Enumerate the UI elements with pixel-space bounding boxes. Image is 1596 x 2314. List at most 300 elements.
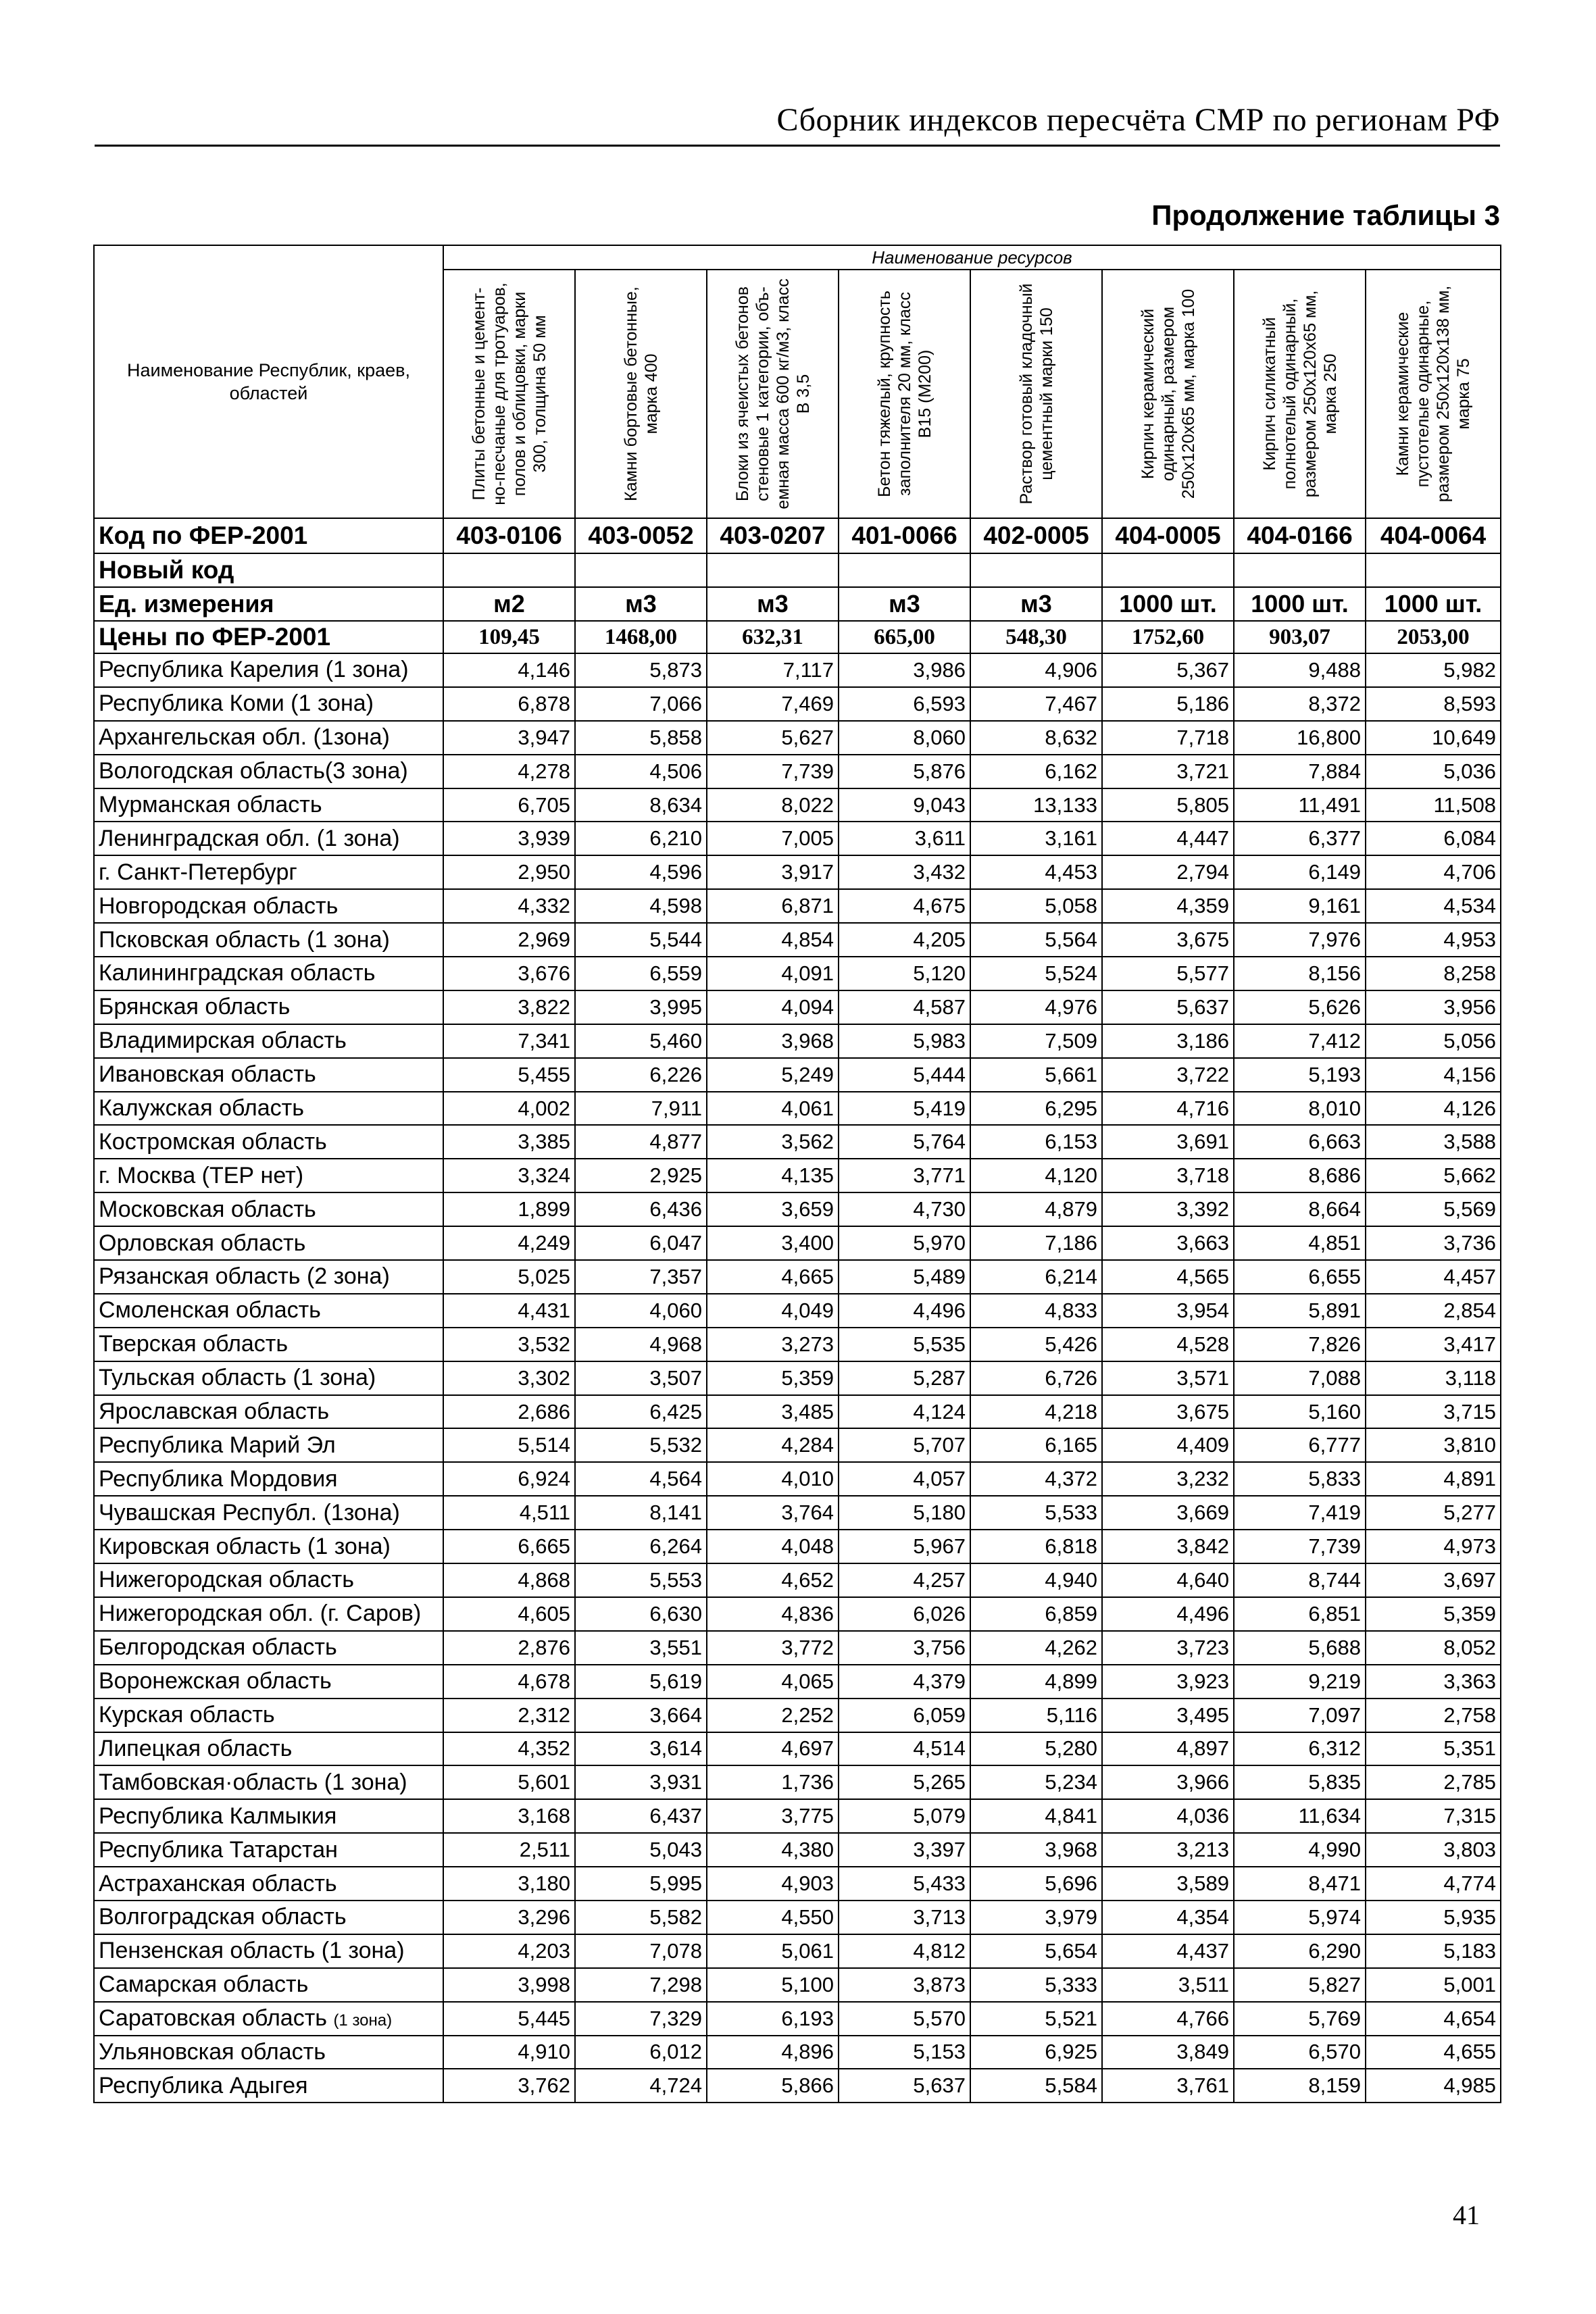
region-name-text: Белгородская область (99, 1634, 337, 1661)
index-value: 8,141 (575, 1496, 707, 1530)
region-name (94, 1058, 443, 1092)
index-value: 3,691 (1102, 1125, 1234, 1159)
index-value: 4,990 (1234, 1833, 1366, 1867)
index-value: 6,165 (970, 1428, 1102, 1462)
index-value: 5,544 (575, 923, 707, 957)
table-row (94, 1192, 1501, 1226)
index-value: 3,273 (707, 1328, 839, 1361)
region-name (94, 721, 443, 755)
region-name (94, 653, 443, 687)
fer-code-row (94, 518, 1501, 553)
index-value: 3,968 (707, 1024, 839, 1058)
index-value: 6,214 (970, 1260, 1102, 1294)
index-value: 8,060 (839, 721, 970, 755)
index-value: 3,968 (970, 1833, 1102, 1867)
table-row (94, 2002, 1501, 2036)
index-value: 4,010 (707, 1462, 839, 1496)
index-value: 5,974 (1234, 1901, 1366, 1934)
index-value: 4,697 (707, 1732, 839, 1766)
region-name (94, 1462, 443, 1496)
index-value: 8,686 (1234, 1159, 1366, 1192)
index-value: 5,858 (575, 721, 707, 755)
index-value: 4,730 (839, 1192, 970, 1226)
region-name-text: Республика Адыгея (99, 2072, 308, 2098)
index-value: 7,078 (575, 1934, 707, 1968)
index-value: 7,298 (575, 1968, 707, 2002)
index-value: 3,551 (575, 1631, 707, 1665)
index-value: 7,739 (707, 755, 839, 788)
table-continuation-title: Продолжение таблицы 3 (1151, 199, 1500, 231)
index-value: 7,509 (970, 1024, 1102, 1058)
index-value: 7,088 (1234, 1361, 1366, 1395)
index-value: 7,186 (970, 1226, 1102, 1260)
index-value: 5,533 (970, 1496, 1102, 1530)
index-value: 4,833 (970, 1294, 1102, 1328)
region-name-text: Новгородская область (99, 892, 339, 919)
region-name (94, 1732, 443, 1766)
index-value: 6,924 (443, 1462, 575, 1496)
table-row (94, 1092, 1501, 1126)
region-name (94, 1361, 443, 1395)
fer-code-cell: 404-0005 (1102, 518, 1234, 553)
index-value: 3,810 (1366, 1428, 1501, 1462)
column-header-text: Плиты бетонные и цемент-но-песчаные для тротуаров, полов и облицовки, марки 300, толщина 50 мм (469, 282, 549, 505)
region-name-text: Самарская область (99, 1971, 309, 1998)
new-code-cell (575, 553, 707, 587)
index-value: 5,036 (1366, 755, 1501, 788)
index-value: 5,983 (839, 1024, 970, 1058)
index-value: 3,664 (575, 1699, 707, 1732)
region-name (94, 1765, 443, 1799)
index-value: 9,488 (1234, 653, 1366, 687)
region-name-text: Рязанская область (2 зона) (99, 1263, 390, 1290)
price-cell: 109,45 (443, 621, 575, 653)
index-value: 7,315 (1366, 1799, 1501, 1833)
region-name (94, 1260, 443, 1294)
index-value: 5,043 (575, 1833, 707, 1867)
new-code-cell (839, 553, 970, 587)
index-value: 7,976 (1234, 923, 1366, 957)
unit-cell: 1000 шт. (1102, 587, 1234, 621)
index-value: 5,835 (1234, 1765, 1366, 1799)
region-name-text: Республика Коми (1 зона) (99, 690, 374, 717)
index-value: 4,716 (1102, 1092, 1234, 1126)
table-row (94, 1732, 1501, 1766)
column-header-text: Камни керамические пустотелые одинарные, размером 250х120х138 мм, марка 75 (1393, 285, 1473, 503)
index-value: 5,359 (707, 1361, 839, 1395)
region-name (94, 1226, 443, 1260)
index-value: 4,940 (970, 1563, 1102, 1597)
index-value: 6,012 (575, 2036, 707, 2069)
index-value: 5,535 (839, 1328, 970, 1361)
index-value: 2,794 (1102, 855, 1234, 889)
index-value: 3,803 (1366, 1833, 1501, 1867)
region-name-text: Нижегородская обл. (г. Саров) (99, 1601, 422, 1627)
region-name-text: Республика Марий Эл (99, 1432, 336, 1458)
index-value: 4,896 (707, 2036, 839, 2069)
index-value: 8,634 (575, 788, 707, 822)
region-name-text: Республика Калмыкия (99, 1803, 337, 1829)
index-value: 4,380 (707, 1833, 839, 1867)
index-value: 4,534 (1366, 889, 1501, 923)
index-value: 3,588 (1366, 1125, 1501, 1159)
index-value: 5,367 (1102, 653, 1234, 687)
index-value: 3,998 (443, 1968, 575, 2002)
index-value: 4,654 (1366, 2002, 1501, 2036)
index-value: 5,564 (970, 923, 1102, 957)
table-row (94, 957, 1501, 990)
index-value: 2,854 (1366, 1294, 1501, 1328)
index-value: 4,973 (1366, 1530, 1501, 1563)
index-value: 3,485 (707, 1395, 839, 1429)
index-value: 6,377 (1234, 822, 1366, 855)
index-value: 5,696 (970, 1867, 1102, 1901)
index-value: 5,100 (707, 1968, 839, 2002)
region-name-text: Республика Татарстан (99, 1836, 338, 1863)
index-value: 5,876 (839, 755, 970, 788)
table-row (94, 1765, 1501, 1799)
index-value: 6,859 (970, 1597, 1102, 1631)
index-value: 3,715 (1366, 1395, 1501, 1429)
region-name (94, 1799, 443, 1833)
index-value: 5,637 (1102, 990, 1234, 1024)
index-value: 4,354 (1102, 1901, 1234, 1934)
index-value: 3,723 (1102, 1631, 1234, 1665)
index-value: 5,970 (839, 1226, 970, 1260)
region-name-text: Ульяновская область (99, 2038, 326, 2065)
unit-cell: м3 (575, 587, 707, 621)
index-value: 5,661 (970, 1058, 1102, 1092)
index-value: 4,812 (839, 1934, 970, 1968)
index-value: 3,663 (1102, 1226, 1234, 1260)
index-value: 6,777 (1234, 1428, 1366, 1462)
index-value: 4,598 (575, 889, 707, 923)
index-value: 4,036 (1102, 1799, 1234, 1833)
index-value: 3,772 (707, 1631, 839, 1665)
index-value: 3,966 (1102, 1765, 1234, 1799)
index-value: 3,931 (575, 1765, 707, 1799)
column-header-4 (839, 270, 970, 518)
region-name (94, 822, 443, 855)
index-value: 5,866 (707, 2069, 839, 2103)
resource-group-header: Наименование ресурсов (443, 245, 1501, 270)
table-row (94, 1496, 1501, 1530)
index-value: 7,005 (707, 822, 839, 855)
index-value: 4,257 (839, 1563, 970, 1597)
index-value: 8,159 (1234, 2069, 1366, 2103)
index-value: 5,333 (970, 1968, 1102, 2002)
region-name-text: Ивановская область (99, 1061, 316, 1088)
table-row (94, 2036, 1501, 2069)
index-value: 4,094 (707, 990, 839, 1024)
table-row (94, 788, 1501, 822)
region-name-text: Ярославская область (99, 1399, 330, 1425)
index-value: 7,718 (1102, 721, 1234, 755)
regional-index-table (93, 245, 1501, 2103)
index-value: 3,956 (1366, 990, 1501, 1024)
region-name-text: Орловская область (99, 1230, 306, 1256)
region-name-text: Пензенская область (1 зона) (99, 1938, 405, 1964)
region-note: (1 зона) (333, 2011, 393, 2030)
index-value: 3,161 (970, 822, 1102, 855)
index-value: 11,634 (1234, 1799, 1366, 1833)
index-value: 3,589 (1102, 1867, 1234, 1901)
index-value: 6,084 (1366, 822, 1501, 855)
region-name (94, 2069, 443, 2103)
fer-code-label: Код по ФЕР-2001 (94, 518, 443, 553)
index-value: 3,232 (1102, 1462, 1234, 1496)
index-value: 3,986 (839, 653, 970, 687)
index-value: 3,669 (1102, 1496, 1234, 1530)
index-value: 7,469 (707, 687, 839, 721)
index-value: 4,284 (707, 1428, 839, 1462)
index-value: 2,876 (443, 1631, 575, 1665)
index-value: 4,724 (575, 2069, 707, 2103)
new-code-label: Новый код (94, 553, 443, 587)
index-value: 4,218 (970, 1395, 1102, 1429)
region-name-text: Липецкая область (99, 1735, 293, 1761)
index-value: 5,183 (1366, 1934, 1501, 1968)
index-value: 8,156 (1234, 957, 1366, 990)
index-value: 6,153 (970, 1125, 1102, 1159)
table-row (94, 687, 1501, 721)
index-value: 6,871 (707, 889, 839, 923)
index-value: 4,841 (970, 1799, 1102, 1833)
index-value: 5,193 (1234, 1058, 1366, 1092)
corner-header: Наименование Республик, краев, областей (94, 245, 443, 518)
region-name (94, 1597, 443, 1631)
table-row (94, 1799, 1501, 1833)
index-value: 5,058 (970, 889, 1102, 923)
index-value: 3,718 (1102, 1159, 1234, 1192)
region-name (94, 1192, 443, 1226)
table-row (94, 1226, 1501, 1260)
price-label: Цены по ФЕР-2001 (94, 621, 443, 653)
index-value: 3,168 (443, 1799, 575, 1833)
index-value: 3,761 (1102, 2069, 1234, 2103)
index-value: 3,186 (1102, 1024, 1234, 1058)
index-value: 1,899 (443, 1192, 575, 1226)
column-header-1 (443, 270, 575, 518)
index-value: 7,412 (1234, 1024, 1366, 1058)
index-value: 3,180 (443, 1867, 575, 1901)
fer-code-cell: 403-0052 (575, 518, 707, 553)
region-name (94, 923, 443, 957)
index-value: 4,655 (1366, 2036, 1501, 2069)
region-name-text: Калининградская область (99, 960, 376, 986)
index-value: 7,066 (575, 687, 707, 721)
unit-cell: м3 (707, 587, 839, 621)
index-value: 3,771 (839, 1159, 970, 1192)
region-name (94, 1328, 443, 1361)
column-header-5 (970, 270, 1102, 518)
index-value: 11,491 (1234, 788, 1366, 822)
table-row (94, 1260, 1501, 1294)
table-row (94, 1563, 1501, 1597)
index-value: 3,822 (443, 990, 575, 1024)
index-value: 7,911 (575, 1092, 707, 1126)
index-value: 4,976 (970, 990, 1102, 1024)
index-value: 4,379 (839, 1665, 970, 1699)
region-name (94, 1901, 443, 1934)
index-value: 5,967 (839, 1530, 970, 1563)
index-value: 3,532 (443, 1328, 575, 1361)
region-name-text: Чувашская Республ. (1зона) (99, 1499, 400, 1526)
index-value: 7,357 (575, 1260, 707, 1294)
index-value: 5,521 (970, 2002, 1102, 2036)
index-value: 6,295 (970, 1092, 1102, 1126)
index-value: 13,133 (970, 788, 1102, 822)
index-value: 3,675 (1102, 923, 1234, 957)
index-value: 5,995 (575, 1867, 707, 1901)
index-value: 3,571 (1102, 1361, 1234, 1395)
region-name (94, 1395, 443, 1429)
region-name (94, 855, 443, 889)
index-value: 8,022 (707, 788, 839, 822)
region-name (94, 1934, 443, 1968)
index-value: 6,026 (839, 1597, 970, 1631)
region-name (94, 1092, 443, 1126)
price-row (94, 621, 1501, 653)
region-name (94, 957, 443, 990)
table-row (94, 1530, 1501, 1563)
index-value: 3,979 (970, 1901, 1102, 1934)
index-value: 3,775 (707, 1799, 839, 1833)
table-row (94, 1428, 1501, 1462)
index-value: 4,879 (970, 1192, 1102, 1226)
index-value: 3,659 (707, 1192, 839, 1226)
index-value: 5,460 (575, 1024, 707, 1058)
index-value: 6,851 (1234, 1597, 1366, 1631)
index-value: 4,048 (707, 1530, 839, 1563)
index-value: 3,511 (1102, 1968, 1234, 2002)
index-value: 5,570 (839, 2002, 970, 2036)
index-value: 4,953 (1366, 923, 1501, 957)
table-row (94, 1462, 1501, 1496)
column-header-2 (575, 270, 707, 518)
index-value: 3,675 (1102, 1395, 1234, 1429)
index-value: 5,359 (1366, 1597, 1501, 1631)
table-row (94, 923, 1501, 957)
index-value: 4,278 (443, 755, 575, 788)
index-value: 2,758 (1366, 1699, 1501, 1732)
region-name-text: Тамбовская·область (1 зона) (99, 1769, 407, 1795)
index-value: 3,495 (1102, 1699, 1234, 1732)
price-cell: 1468,00 (575, 621, 707, 653)
index-value: 4,205 (839, 923, 970, 957)
index-value: 5,489 (839, 1260, 970, 1294)
table-row (94, 1665, 1501, 1699)
region-name-text: Тульская область (1 зона) (99, 1365, 376, 1391)
index-value: 7,419 (1234, 1496, 1366, 1530)
index-value: 4,065 (707, 1665, 839, 1699)
index-value: 5,419 (839, 1092, 970, 1126)
index-value: 3,432 (839, 855, 970, 889)
index-value: 6,210 (575, 822, 707, 855)
index-value: 8,744 (1234, 1563, 1366, 1597)
index-value: 7,884 (1234, 755, 1366, 788)
index-value: 6,818 (970, 1530, 1102, 1563)
fer-code-cell: 404-0166 (1234, 518, 1366, 553)
index-value: 3,917 (707, 855, 839, 889)
index-value: 3,697 (1366, 1563, 1501, 1597)
fer-code-cell: 404-0064 (1366, 518, 1501, 553)
region-name-text: Волгоградская область (99, 1904, 347, 1930)
index-value: 5,433 (839, 1867, 970, 1901)
region-name (94, 889, 443, 923)
index-value: 5,186 (1102, 687, 1234, 721)
index-value: 2,950 (443, 855, 575, 889)
index-value: 6,705 (443, 788, 575, 822)
index-value: 5,056 (1366, 1024, 1501, 1058)
region-name (94, 2036, 443, 2069)
index-value: 8,258 (1366, 957, 1501, 990)
region-name-text: Астраханская область (99, 1870, 337, 1896)
index-value: 3,302 (443, 1361, 575, 1395)
index-value: 4,587 (839, 990, 970, 1024)
index-value: 6,059 (839, 1699, 970, 1732)
region-name (94, 2002, 443, 2036)
index-value: 3,756 (839, 1631, 970, 1665)
index-value: 4,126 (1366, 1092, 1501, 1126)
region-name-text: Тверская область (99, 1331, 289, 1357)
region-name (94, 1968, 443, 2002)
region-name-text: Мурманская область (99, 792, 322, 818)
index-value: 8,471 (1234, 1867, 1366, 1901)
index-value: 5,601 (443, 1765, 575, 1799)
index-value: 5,444 (839, 1058, 970, 1092)
region-name (94, 1530, 443, 1563)
new-code-cell (970, 553, 1102, 587)
price-cell: 1752,60 (1102, 621, 1234, 653)
index-value: 4,665 (707, 1260, 839, 1294)
index-value: 9,161 (1234, 889, 1366, 923)
table-row (94, 1631, 1501, 1665)
index-value: 4,496 (1102, 1597, 1234, 1631)
index-value: 4,891 (1366, 1462, 1501, 1496)
index-value: 4,511 (443, 1496, 575, 1530)
index-value: 5,582 (575, 1901, 707, 1934)
index-value: 5,001 (1366, 1968, 1501, 2002)
unit-cell: м3 (970, 587, 1102, 621)
region-name-text: Смоленская область (99, 1297, 321, 1324)
column-header-6 (1102, 270, 1234, 518)
region-name-text: Ленинградская обл. (1 зона) (99, 825, 400, 851)
index-value: 4,332 (443, 889, 575, 923)
index-value: 3,849 (1102, 2036, 1234, 2069)
fer-code-cell: 402-0005 (970, 518, 1102, 553)
index-value: 4,564 (575, 1462, 707, 1496)
region-name-text: Вологодская область(3 зона) (99, 758, 408, 784)
index-value: 2,925 (575, 1159, 707, 1192)
index-value: 5,982 (1366, 653, 1501, 687)
index-value: 5,553 (575, 1563, 707, 1597)
index-value: 4,851 (1234, 1226, 1366, 1260)
region-name-text: Брянская область (99, 994, 291, 1020)
index-value: 4,091 (707, 957, 839, 990)
index-value: 3,392 (1102, 1192, 1234, 1226)
table-row (94, 1159, 1501, 1192)
index-value: 4,868 (443, 1563, 575, 1597)
index-value: 3,562 (707, 1125, 839, 1159)
index-value: 4,675 (839, 889, 970, 923)
index-value: 7,097 (1234, 1699, 1366, 1732)
index-value: 3,722 (1102, 1058, 1234, 1092)
index-value: 7,467 (970, 687, 1102, 721)
index-value: 3,947 (443, 721, 575, 755)
index-value: 5,688 (1234, 1631, 1366, 1665)
index-value: 4,903 (707, 1867, 839, 1901)
